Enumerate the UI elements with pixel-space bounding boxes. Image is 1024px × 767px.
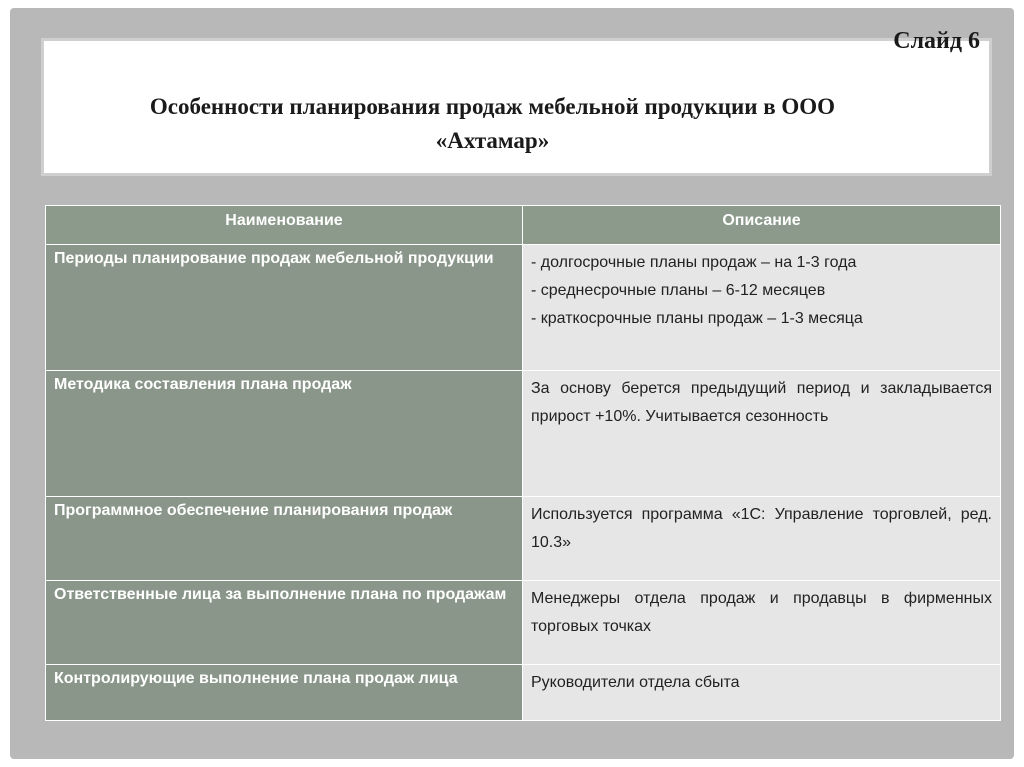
row-name: Методика составления плана продаж	[46, 371, 523, 497]
description-line: - краткосрочные планы продаж – 1-3 месяца	[531, 310, 863, 327]
slide-title-line-1: Особенности планирования продаж мебельной продукции в ООО	[149, 94, 836, 119]
slide-title	[55, 90, 930, 158]
table-row	[46, 245, 1001, 371]
description-line: - среднесрочные планы – 6-12 месяцев	[531, 282, 826, 299]
row-description: Менеджеры отдела продаж и продавцы в фирменных торговых точках	[523, 581, 1001, 665]
table-row	[46, 371, 1001, 497]
row-description: За основу берется предыдущий период и закладывается прирост +10%. Учитывается сезонность	[523, 371, 1001, 497]
planning-table	[45, 205, 1001, 721]
row-description	[523, 245, 1001, 371]
header-description: Описание	[523, 206, 1001, 245]
row-name: Программное обеспечение планирования продаж	[46, 497, 523, 581]
slide-number: Слайд 6	[893, 28, 980, 54]
row-name: Ответственные лица за выполнение плана по продажам	[46, 581, 523, 665]
table-row	[46, 497, 1001, 581]
header-name: Наименование	[46, 206, 523, 245]
slide-title-line-2: «Ахтамар»	[435, 128, 550, 153]
table-header-row	[46, 206, 1001, 245]
row-name: Контролирующие выполнение плана продаж лица	[46, 665, 523, 721]
description-line: - долгосрочные планы продаж – на 1-3 года	[531, 254, 857, 271]
table-row	[46, 581, 1001, 665]
row-description: Руководители отдела сбыта	[523, 665, 1001, 721]
slide-background	[10, 8, 1014, 759]
row-name: Периоды планирование продаж мебельной продукции	[46, 245, 523, 371]
row-description: Используется программа «1С: Управление торговлей, ред. 10.3»	[523, 497, 1001, 581]
table-row	[46, 665, 1001, 721]
